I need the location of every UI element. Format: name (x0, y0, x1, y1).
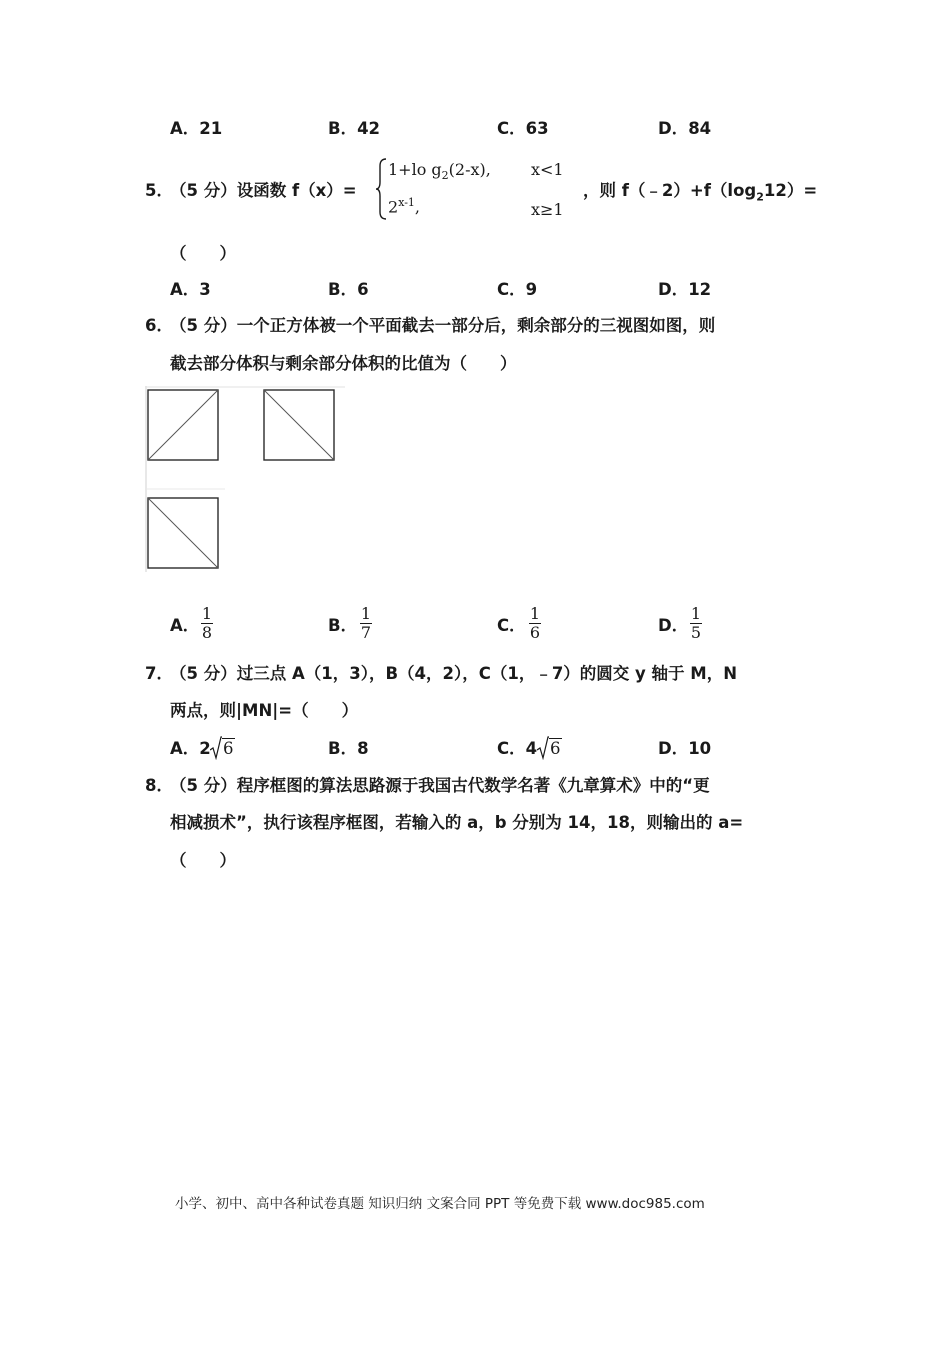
top-view (148, 498, 218, 568)
q5-option-a: A．3 (170, 280, 211, 299)
q7-option-a-coef: 2 (199, 739, 211, 758)
q5-number: 5． (145, 181, 173, 200)
q7-option-c-coef: 4 (525, 739, 538, 758)
q5-piece2-base: 2 (388, 197, 399, 217)
q7-option-c (497, 741, 537, 758)
q7-option-d-letter: D． (658, 739, 689, 758)
q5-piece2-cond: x≥1 (531, 200, 564, 219)
q7-option-a (170, 741, 211, 758)
sqrt-icon (210, 736, 222, 760)
q6-option-d-letter: D． (658, 616, 689, 635)
q5-piece2-exp: x-1 (398, 196, 415, 209)
q7-number: 7． (145, 664, 173, 683)
q5-blank: （ ） (170, 244, 236, 263)
q7-option-c-letter: C． (497, 739, 526, 758)
q6-line2: 截去部分体积与剩余部分体积的比值为（ ） (170, 354, 517, 373)
q6-option-d-fraction: 1 5 (690, 604, 702, 642)
q6-option-c-letter: C． (497, 616, 526, 635)
q7-option-a-radicand: 6 (223, 739, 234, 758)
q5-piecewise (376, 156, 576, 222)
q7-option-b (328, 741, 369, 758)
q4-option-c: C．63 (497, 119, 549, 138)
q4-option-d: D．84 (658, 119, 712, 138)
q7-option-a-letter: A． (170, 739, 200, 758)
sqrt-icon (537, 736, 549, 760)
q5-piece1-cond: x<1 (531, 160, 564, 179)
q6-option-c-fraction: 1 6 (529, 604, 541, 642)
q5-piece2-comma: , (414, 197, 421, 217)
q7-option-c-radicand: 6 (550, 739, 561, 758)
q5-stem-post-b: 12）= (763, 181, 818, 200)
q6-line1: （5 分）一个正方体被一个平面截去一部分后，剩余部分的三视图如图，则 (170, 316, 716, 335)
page-footer: 小学、初中、高中各种试卷真题 知识归纳 文案合同 PPT 等免费下载 www.doc985.com (175, 1196, 705, 1212)
q7-line1: （5 分）过三点 A（1，3），B（4，2），C（1，﹣7）的圆交 y 轴于 M，N (170, 664, 738, 683)
q5-piece1-arg: (2-x), (448, 160, 491, 179)
q5-stem-post (583, 183, 817, 202)
q6-option-a-fraction: 1 8 (201, 604, 213, 642)
q6-option-a-letter: A． (170, 616, 200, 635)
q5-piece1-expr: 1+lo g (388, 160, 442, 179)
q8-line3: （ ） (170, 851, 236, 870)
q4-option-b: B．42 (328, 119, 381, 138)
q7-option-b-value: 8 (357, 739, 369, 758)
q5-option-c: C．9 (497, 280, 538, 299)
q8-line2: 相减损术”，执行该程序框图，若输入的 a，b 分别为 14，18，则输出的 a= (170, 813, 744, 832)
side-view (264, 390, 334, 460)
three-view-figure (145, 386, 345, 572)
q7-option-d-value: 10 (688, 739, 712, 758)
q6-option-b-fraction: 1 7 (360, 604, 372, 642)
q5-stem-post-a: ，则 f（﹣2）+f（log (583, 181, 757, 200)
q8-number: 8． (145, 776, 173, 795)
q8-line1: （5 分）程序框图的算法思路源于我国古代数学名著《九章算术》中的“更 (170, 776, 710, 795)
q6-option-b-letter: B． (328, 616, 358, 635)
front-view (148, 390, 218, 460)
q5-option-b: B．6 (328, 280, 369, 299)
left-brace-icon (376, 158, 388, 220)
q4-option-a: A．21 (170, 119, 223, 138)
q7-line2: 两点，则|MN|=（ ） (170, 701, 359, 720)
q5-stem-pre: （5 分）设函数 f（x）= (170, 181, 357, 200)
q5-stem-post-sub: 2 (756, 190, 764, 204)
q5-piece1-sub: 2 (441, 169, 449, 183)
q5-option-d: D．12 (658, 280, 712, 299)
q7-option-b-letter: B． (328, 739, 358, 758)
q6-number: 6． (145, 316, 173, 335)
q7-option-d (658, 741, 711, 758)
